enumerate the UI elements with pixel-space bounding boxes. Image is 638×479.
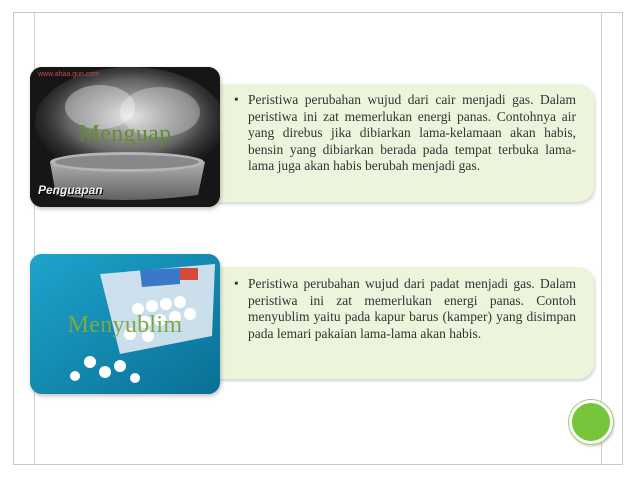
image-caption: Penguapan [38, 183, 103, 197]
image-menyublim [30, 254, 220, 394]
label-menyublim: Menyublim [67, 312, 183, 338]
card-text-menguap [234, 92, 576, 175]
image-watermark: www.ahaa.gun.com [38, 71, 100, 78]
card-menguap [180, 84, 594, 202]
image-menguap [30, 67, 220, 207]
card-text-menyublim [234, 276, 576, 342]
description-menguap: Peristiwa perubahan wujud dari cair menjadi gas. Dalam peristiwa ini zat memerlukan energi panas. Contohnya air yang direbus jika dibiarkan lama-kelamaan akan habis, bensin yang dibiarkan berada pada tempat terbuka lama-lama juga akan habis berubah menjadi gas. [248, 92, 576, 174]
description-menyublim: Peristiwa perubahan wujud dari padat menjadi gas. Dalam peristiwa ini zat memerlukan energi panas. Contoh menyublim yaitu pada kapur barus (kamper) yang disimpan pada lemari pakaian lama-lama akan habis. [248, 276, 576, 341]
label-menguap: Menguap [78, 121, 172, 147]
card-menyublim [180, 267, 594, 379]
decorative-green-circle [569, 400, 613, 444]
frame-line-right [601, 13, 602, 464]
bullet-marker: • [234, 276, 239, 291]
bullet-marker: • [234, 92, 239, 107]
